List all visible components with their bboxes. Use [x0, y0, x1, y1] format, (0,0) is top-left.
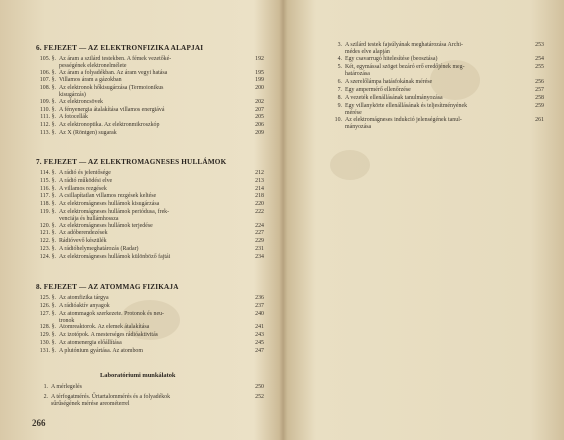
section-number: 131. §. — [39, 347, 56, 354]
section-number: 106. §. — [39, 69, 56, 76]
page-ref: 218 — [255, 193, 264, 200]
entry-title: Atomreaktorok. Az elemek átalakítása — [59, 324, 150, 331]
page-ref: 209 — [255, 130, 264, 136]
lab-title: Az elektromágneses indukció jelenségének tanul- — [345, 117, 462, 124]
page-ref: 247 — [255, 347, 264, 354]
toc-entry — [36, 348, 264, 355]
page-ref: 261 — [535, 117, 544, 124]
entry-title: Az atomenergia előállítása — [59, 339, 122, 346]
lab-entry — [330, 56, 544, 63]
section-number: 128. §. — [39, 324, 56, 331]
page-ref: 255 — [535, 64, 544, 71]
lab-number: 10. — [334, 117, 342, 124]
page-ref: 256 — [535, 78, 544, 85]
toc-entry — [36, 295, 264, 302]
toc-entry — [36, 193, 264, 200]
page-ref: 224 — [255, 222, 264, 229]
lab-number: 1. — [43, 384, 48, 390]
entry-title: Az elektronok hőkisugárzása (Termoionikus — [59, 85, 164, 92]
toc-entry — [36, 340, 264, 347]
lab-number: 5. — [337, 64, 342, 71]
entry-title: Az elektroncsövek — [59, 98, 103, 105]
page-ref: 229 — [255, 238, 264, 245]
page-ref: 205 — [255, 114, 264, 121]
entry-title: Az elektromágneses hullámok terjedése — [59, 222, 153, 229]
lab-entry — [330, 64, 544, 78]
section-number: 122. §. — [39, 238, 56, 245]
section-number: 119. §. — [40, 209, 56, 215]
lab-title: Egy ampermérő ellenőrzése — [345, 86, 411, 93]
entry-title: A villamos rezgések — [59, 185, 107, 192]
entry-title: Az X (Röntgen) sugarak — [59, 130, 117, 136]
page-ref: 231 — [255, 246, 264, 252]
section-number: 117. §. — [40, 193, 56, 200]
section-number: 110. §. — [40, 106, 56, 113]
toc-entry — [36, 114, 264, 121]
entry-title: A rádióaktív anyagok — [59, 302, 110, 309]
entry-title: Az áram a folyadékban. Az áram vegyi hatása — [59, 69, 168, 76]
entry-title: Az atomfizika tárgya — [59, 295, 109, 301]
entry-title: A fotocellák — [59, 114, 88, 121]
section-number: 124. §. — [39, 253, 56, 260]
page-ref: 200 — [255, 85, 264, 92]
section-number: 107. §. — [39, 77, 56, 84]
toc-entry — [36, 77, 264, 84]
entry-title-continued: venciája és hullámhossza — [59, 216, 119, 222]
section-number: 127. §. — [39, 310, 56, 317]
section-number: 111. §. — [40, 114, 56, 121]
toc-entry — [36, 170, 264, 177]
toc-entry — [36, 332, 264, 339]
section-number: 130. §. — [39, 339, 56, 346]
page-ref: 236 — [255, 295, 264, 301]
entry-title: A fényenergia átalakítása villamos energiává — [59, 106, 165, 113]
lab-title: A mérlegelés — [51, 384, 82, 390]
page-ref: 214 — [255, 185, 264, 192]
lab-number: 3. — [337, 42, 342, 48]
lab-number: 2. — [43, 394, 48, 400]
section-number: 118. §. — [40, 201, 56, 208]
section-number: 123. §. — [39, 246, 56, 252]
page-ref: 206 — [255, 122, 264, 129]
page-ref: 253 — [535, 42, 544, 48]
page-ref: 245 — [255, 339, 264, 346]
lab-entry — [330, 79, 544, 86]
toc-entry — [36, 201, 264, 208]
lab-title-continued: mérése — [345, 110, 362, 117]
section-number: 115. §. — [40, 177, 56, 184]
page-ref: 192 — [255, 56, 264, 62]
chapter-heading: 7. FEJEZET — AZ ELEKTROMAGNESES HULLÁMOK — [36, 158, 227, 166]
toc-entry — [36, 230, 264, 237]
lab-entry — [330, 117, 544, 131]
section-number: 129. §. — [39, 332, 56, 338]
lab-title: A térfogatmérés. Űrtartalommérés és a folyadékok — [51, 394, 171, 400]
lab-section-title: Laboratóriumi munkálatok — [100, 372, 176, 379]
page-ref: 207 — [255, 106, 264, 113]
section-number: 109. §. — [39, 98, 56, 105]
page-ref: 254 — [535, 56, 544, 63]
toc-entry — [36, 310, 264, 324]
section-number: 113. §. — [40, 130, 56, 136]
page-ref: 195 — [255, 69, 264, 76]
toc-entry — [36, 178, 264, 185]
lab-title-continued: médes elve alapján — [345, 49, 390, 55]
lab-entry — [36, 394, 264, 407]
page-ref: 257 — [535, 86, 544, 93]
toc-entry — [36, 223, 264, 230]
section-number: 121. §. — [39, 230, 56, 237]
right-page — [284, 0, 564, 440]
entry-title: A rádió és jelentősége — [59, 170, 111, 176]
toc-entry — [36, 186, 264, 193]
entry-title: Az elektromágneses hullámok különböző fajtái — [59, 253, 171, 260]
lab-title-continued: sűrűségének mérése areométerrel — [51, 401, 130, 407]
section-number: 120. §. — [39, 222, 56, 229]
page-number: 266 — [32, 418, 46, 428]
lab-entry — [330, 95, 544, 102]
entry-title: Az atommagok szerkezete. Protonok és neu- — [59, 310, 165, 317]
lab-entry — [330, 42, 544, 55]
toc-entry — [36, 324, 264, 331]
lab-entry — [330, 87, 544, 94]
entry-title: Rádióvevő készülék — [59, 238, 107, 245]
page-ref: 213 — [255, 177, 264, 184]
page-ref: 220 — [255, 201, 264, 208]
section-number: 125. §. — [39, 295, 56, 301]
page-ref: 234 — [255, 253, 264, 260]
entry-title: A plutónium gyártása. Az atombom — [59, 347, 143, 354]
lab-title-continued: mányozása — [345, 124, 372, 131]
page-ref: 250 — [255, 384, 264, 390]
entry-title: A csillapítatlan villamos rezgések keltése — [59, 193, 157, 200]
chapter-heading: 8. FEJEZET — AZ ATOMMAG FIZIKAJA — [36, 283, 179, 291]
page-ref: 241 — [255, 324, 264, 331]
lab-number: 4. — [337, 56, 342, 63]
entry-title: Villamos áram a gázokban — [59, 77, 122, 84]
chapter-heading: 6. FEJEZET — AZ ELEKTRONFIZIKA ALAPJAI — [36, 44, 204, 52]
toc-entry — [36, 122, 264, 129]
page-ref: 243 — [255, 332, 264, 338]
lab-title-continued: határozása — [345, 71, 370, 78]
lab-number: 8. — [337, 95, 342, 101]
toc-entry — [36, 209, 264, 222]
lab-entry — [36, 384, 264, 391]
page-ref: 227 — [255, 230, 264, 237]
page-ref: 199 — [255, 77, 264, 84]
page-ref: 240 — [255, 310, 264, 317]
entry-title: Az elektromágneses hullámok kisugárzása — [59, 201, 160, 208]
entry-title: A rádió működési elve — [59, 177, 113, 184]
entry-title-continued: kisugárzás) — [59, 92, 86, 99]
lab-title: A vezeték ellenállásának tanulmányozása — [345, 95, 443, 101]
toc-entry — [36, 254, 264, 261]
toc-entry — [36, 99, 264, 106]
entry-title-continued: pességének elektronelmélete — [59, 63, 127, 69]
section-number: 126. §. — [39, 302, 56, 309]
page-ref: 212 — [255, 170, 264, 176]
page-ref: 259 — [535, 103, 544, 110]
toc-entry — [36, 107, 264, 114]
lab-title: Egy villanykörte ellenállásának és teljesítményének — [345, 103, 468, 110]
lab-number: 7. — [337, 86, 342, 93]
toc-entry — [36, 246, 264, 253]
section-number: 114. §. — [40, 170, 56, 176]
section-number: 105. §. — [39, 56, 56, 62]
entry-title: Az áram a szilárd testekben. A fémek vezetőké- — [59, 56, 172, 62]
section-number: 108. §. — [39, 85, 56, 92]
toc-entry — [36, 70, 264, 77]
lab-number: 9. — [337, 103, 342, 110]
page-ref: 222 — [255, 209, 264, 215]
toc-entry — [36, 85, 264, 99]
toc-entry — [36, 238, 264, 245]
entry-title: Az elektromágneses hullámok periódusa, frek- — [59, 209, 170, 215]
entry-title: A rádióhelymeghatározás (Radar) — [59, 246, 139, 252]
section-number: 112. §. — [40, 122, 56, 129]
page-ref: 237 — [255, 302, 264, 309]
toc-entry — [36, 303, 264, 310]
section-number: 116. §. — [40, 185, 56, 192]
toc-entry — [36, 56, 264, 69]
toc-entry — [36, 130, 264, 137]
entry-title-continued: tronok — [59, 317, 75, 324]
entry-title: Az izotópok. A mesterséges rádióaktivitás — [59, 332, 158, 338]
lab-title: A szerelőlámpa hatásfokának mérése — [345, 78, 433, 85]
lab-title: A szilárd testek fajsúlyának meghatározása Archi- — [345, 42, 463, 48]
lab-number: 6. — [337, 78, 342, 85]
page-ref: 258 — [535, 95, 544, 101]
entry-title: Az elektronoptika. Az elektronmikroszkóp — [59, 122, 160, 129]
lab-title: Egy csavarrugó hitelesítése (beosztása) — [345, 56, 438, 63]
page-ref: 252 — [255, 394, 264, 400]
lab-entry — [330, 103, 544, 117]
page-ref: 202 — [255, 98, 264, 105]
entry-title: Az adóberendezések — [59, 230, 108, 237]
lab-title: Két, egymással szöget bezáró erő eredőjének meg- — [345, 64, 465, 71]
